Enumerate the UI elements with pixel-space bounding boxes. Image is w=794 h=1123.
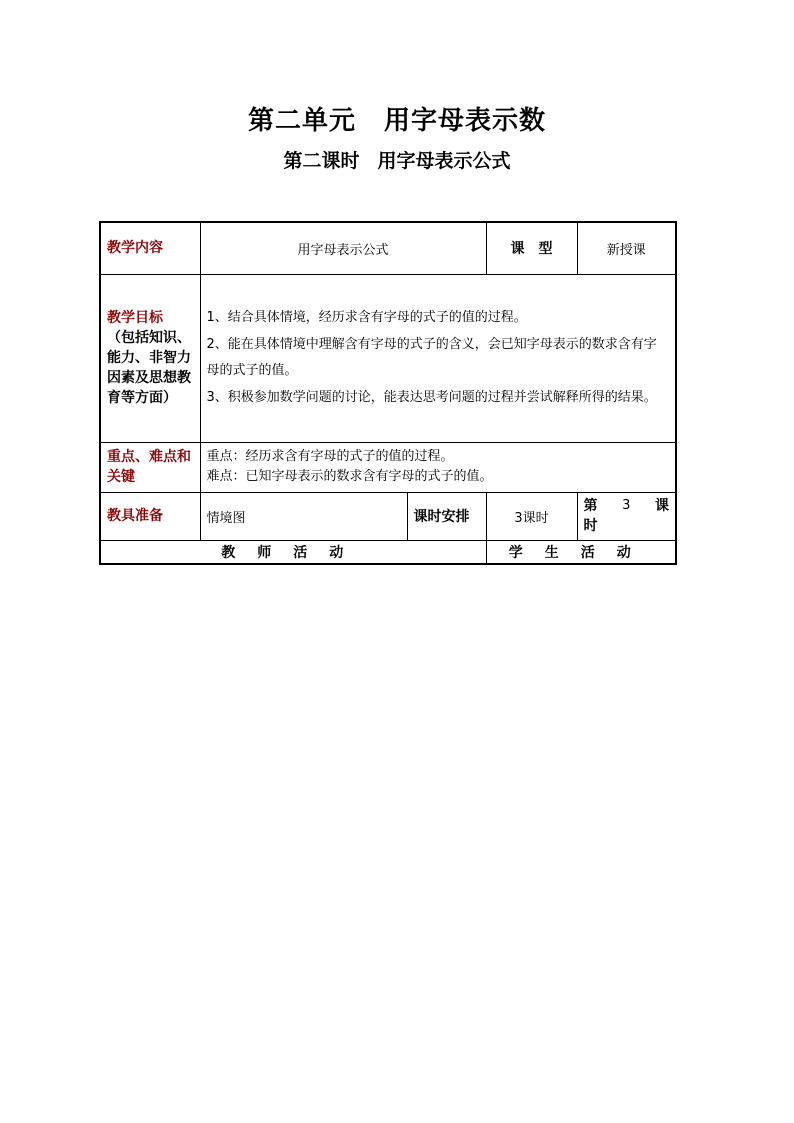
content-label: 教学内容 xyxy=(100,222,200,274)
row-content xyxy=(100,222,676,274)
type-label: 课 型 xyxy=(486,222,577,274)
period-number: 3 xyxy=(622,498,631,513)
period-prefix: 第 xyxy=(583,498,598,514)
goals-label-cell xyxy=(100,274,200,442)
goal-item: 1、结合具体情境，经历求含有字母的式子的值的过程。 xyxy=(206,310,527,325)
focus-text: 重点：经历求含有字母的式子的值的过程。 xyxy=(206,449,454,464)
title-unit: 第二单元 xyxy=(247,106,356,136)
period-cell xyxy=(577,492,676,540)
row-materials xyxy=(100,492,676,540)
subtitle-topic: 用字母表示公式 xyxy=(377,150,511,172)
key-points-label: 重点、难点和关键 xyxy=(100,442,200,492)
goals-cell xyxy=(200,274,676,442)
materials-value: 情境图 xyxy=(200,492,407,540)
lesson-plan-table xyxy=(99,221,677,565)
row-activities xyxy=(100,540,676,564)
page-title xyxy=(0,100,794,137)
difficulty-text: 难点：已知字母表示的数求含有字母的式子的值。 xyxy=(206,469,493,484)
goal-item: 3、积极参加数学问题的讨论，能表达思考问题的过程并尝试解释所得的结果。 xyxy=(206,389,657,405)
goal-item: 2、能在具体情境中理解含有字母的式子的含义，会已知字母表示的数求含有字母的式子的值。 xyxy=(206,336,657,378)
period-suffix-a: 课 xyxy=(655,498,670,514)
teacher-activity-header: 教师活动 xyxy=(100,540,486,564)
content-value: 用字母表示公式 xyxy=(200,222,486,274)
student-activity-header: 学生活动 xyxy=(486,540,676,564)
page-subtitle xyxy=(0,146,794,173)
schedule-label: 课时安排 xyxy=(407,492,486,540)
row-key-points xyxy=(100,442,676,492)
goals-label: 教学目标 xyxy=(107,310,163,326)
goals-label-sub: （包括知识、能力、非智力因素及思想教育等方面） xyxy=(107,330,191,406)
period-suffix-b: 时 xyxy=(583,518,598,534)
key-points-cell xyxy=(200,442,676,492)
schedule-value: 3课时 xyxy=(486,492,577,540)
row-goals xyxy=(100,274,676,442)
title-topic: 用字母表示数 xyxy=(384,106,547,136)
subtitle-lesson: 第二课时 xyxy=(283,150,360,172)
materials-label: 教具准备 xyxy=(100,492,200,540)
type-value: 新授课 xyxy=(577,222,676,274)
